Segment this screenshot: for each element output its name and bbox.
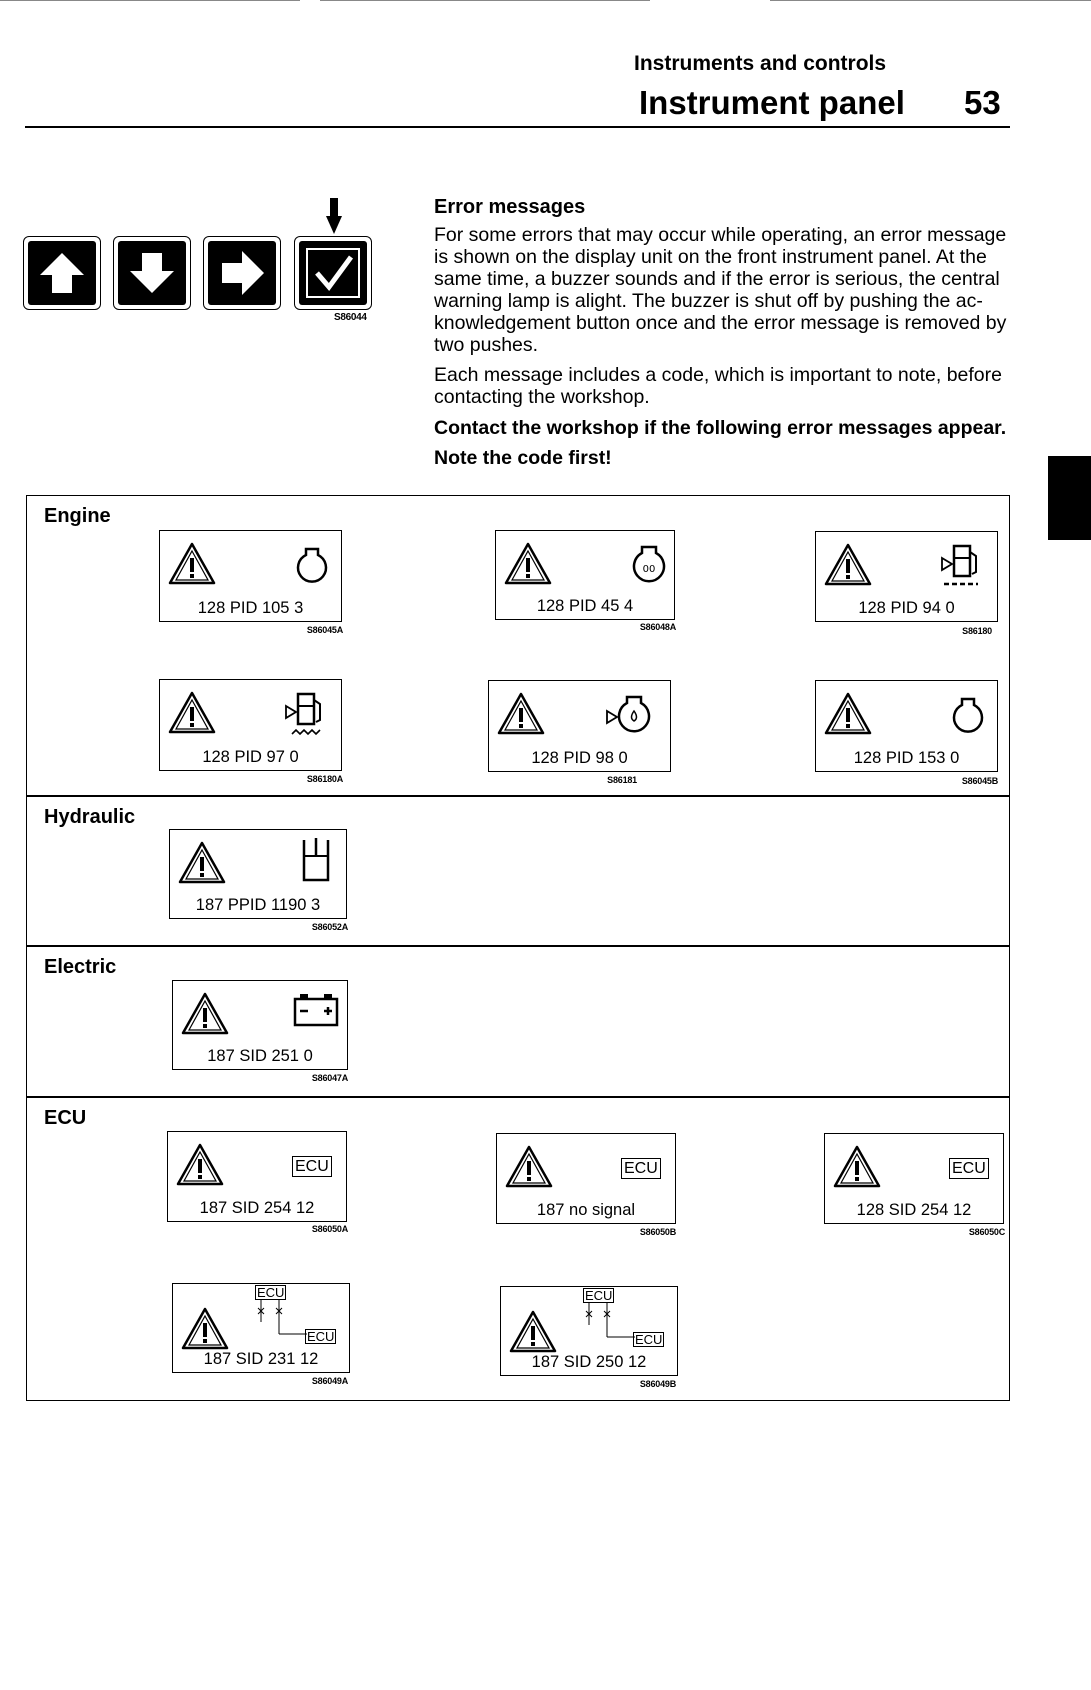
warning-triangle-icon [505, 1144, 553, 1190]
error-card [172, 980, 348, 1070]
error-code: 128 SID 254 12 [856, 1201, 972, 1219]
figure-code: S86045B [961, 776, 998, 786]
error-table [26, 495, 1010, 1401]
scan-edge-line [770, 0, 1091, 1]
coolant-drop-icon [294, 545, 330, 589]
error-card [172, 1283, 350, 1373]
header-rule [25, 126, 1010, 128]
ecu-icon: ECU [949, 1158, 989, 1179]
figure-code: S86047A [311, 1073, 348, 1083]
section-label-ecu: ECU [44, 1107, 87, 1129]
figure-code: S86044 [334, 312, 367, 323]
warning-triangle-icon [824, 691, 872, 737]
ecu-icon: ECU [257, 1285, 285, 1300]
error-code: 187 SID 250 12 [531, 1353, 647, 1371]
up-arrow-button [23, 236, 101, 310]
warning-triangle-icon [504, 541, 552, 587]
thumb-tab-marker [1048, 456, 1091, 540]
warning-triangle-icon [509, 1309, 557, 1355]
error-card [815, 680, 998, 772]
check-icon [299, 241, 367, 305]
right-arrow-button [203, 236, 281, 310]
figure-code: S86052A [311, 922, 348, 932]
error-messages-heading: Error messages [434, 196, 586, 218]
error-code: 128 PID 98 0 [531, 749, 628, 767]
error-card [159, 530, 342, 622]
water-in-fuel-icon [284, 688, 334, 740]
figure-code: S86049A [311, 1376, 348, 1386]
preheat-icon [630, 543, 668, 589]
error-messages-paragraph: Each message includes a code, which is important to note, before contacting the workshop. [434, 364, 1002, 408]
section-divider [26, 945, 1010, 947]
ecu-icon: ECU [635, 1332, 663, 1347]
figure-code: S86181 [607, 775, 637, 785]
error-code: 187 no signal [536, 1201, 636, 1219]
hydraulic-tank-icon [300, 834, 334, 884]
coolant-drop-icon [950, 695, 986, 739]
page-number: 53 [964, 84, 1001, 121]
acknowledge-button [294, 236, 372, 310]
section-heading: Instruments and controls [634, 52, 887, 75]
down-arrow-icon [118, 241, 186, 305]
error-code: 128 PID 94 0 [858, 599, 955, 617]
error-card [169, 829, 347, 919]
ecu-icon: ECU [307, 1329, 335, 1344]
figure-code: S86050B [639, 1227, 676, 1237]
error-code: 128 PID 45 4 [536, 597, 634, 615]
error-card [159, 679, 342, 771]
error-code: 128 PID 97 0 [202, 748, 299, 766]
warning-triangle-icon [176, 1142, 224, 1188]
error-card [488, 680, 671, 772]
oil-level-icon [603, 693, 657, 739]
figure-code: S86180A [306, 774, 343, 784]
warning-triangle-icon [168, 541, 216, 587]
section-divider [26, 1096, 1010, 1098]
battery-icon [291, 991, 341, 1029]
figure-code: S86048A [639, 622, 676, 632]
warning-triangle-icon [168, 690, 216, 736]
figure-code: S86180 [962, 626, 992, 636]
fuel-pressure-icon [940, 540, 990, 588]
error-card [167, 1131, 347, 1222]
section-label-hydraulic: Hydraulic [44, 806, 136, 828]
error-code: 187 PPID 1190 3 [195, 896, 321, 914]
section-label-engine: Engine [44, 505, 111, 527]
ecu-icon: ECU [585, 1288, 613, 1303]
pointer-arrow-icon [326, 198, 342, 241]
scan-edge-line [320, 0, 650, 1]
warning-triangle-icon [833, 1144, 881, 1190]
scan-edge-line [0, 0, 300, 1]
error-card [815, 531, 998, 622]
section-divider [26, 795, 1010, 797]
error-code: 187 SID 251 0 [207, 1047, 313, 1065]
warning-triangle-icon [181, 991, 229, 1037]
warning-triangle-icon [824, 542, 872, 588]
ecu-link-icon [257, 1300, 307, 1340]
warning-triangle-icon [178, 840, 226, 886]
figure-code: S86049B [639, 1379, 676, 1389]
error-messages-paragraph: For some errors that may occur while operating, an error message is shown on the display unit on the front instrument panel. At the same time, a buzzer sounds and if the error is serious, the central warning lamp is alight. The buzzer is shut off by pushing the ac-knowledgement button once and the error message is removed by two pushes. [434, 224, 1007, 356]
warning-triangle-icon [497, 691, 545, 737]
figure-code: S86045A [306, 625, 343, 635]
note-code-first: Note the code first! [434, 447, 612, 469]
error-card [824, 1133, 1004, 1224]
error-code: 128 PID 105 3 [197, 599, 304, 617]
right-arrow-icon [208, 241, 276, 305]
error-card [496, 1133, 676, 1224]
ecu-icon: ECU [292, 1156, 332, 1177]
down-arrow-button [113, 236, 191, 310]
figure-code: S86050C [968, 1227, 1005, 1237]
error-code: 187 SID 231 12 [203, 1350, 319, 1368]
error-card [500, 1286, 678, 1376]
contact-workshop-note: Contact the workshop if the following error messages appear. [434, 417, 1007, 439]
svg-text:00: 00 [642, 564, 656, 575]
ecu-link-icon [585, 1303, 635, 1343]
up-arrow-icon [28, 241, 96, 305]
warning-triangle-icon [181, 1306, 229, 1352]
error-code: 187 SID 254 12 [199, 1199, 315, 1217]
ecu-icon: ECU [621, 1158, 661, 1179]
page-title: Instrument panel [639, 84, 905, 121]
section-label-electric: Electric [44, 956, 117, 978]
figure-code: S86050A [311, 1224, 348, 1234]
error-card [495, 530, 675, 620]
error-code: 128 PID 153 0 [853, 749, 960, 767]
